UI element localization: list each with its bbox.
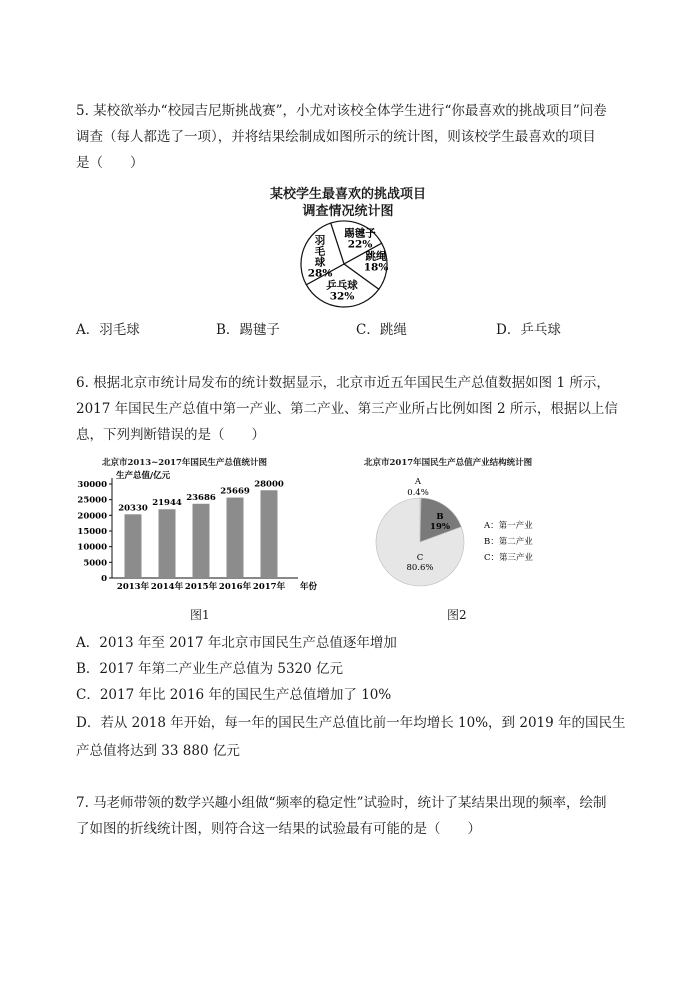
pie5-label-3-1: 毛 [314, 245, 326, 258]
q5-line1: 5. 某校欲举办“校园吉尼斯挑战赛”，小尤对该校全体学生进行“你最喜欢的挑战项目”问卷 [76, 103, 607, 119]
bar1-value-label-3: 25669 [220, 486, 250, 497]
pie5-label-3-2: 球 [314, 256, 326, 269]
bar1-bar-4 [261, 490, 278, 578]
q5-option-c[interactable]: C．跳绳 [356, 322, 407, 338]
q6-option-a[interactable]: A．2013 年至 2017 年北京市国民生产总值逐年增加 [76, 635, 397, 651]
q6-option-d-cont: 产总值将达到 33 880 亿元 [76, 743, 240, 759]
bar1-bar-3 [227, 498, 244, 578]
bar1-value-label-0: 20330 [118, 503, 148, 514]
bar1-category-label-4: 2017年 [252, 582, 286, 592]
bar1-ytick-label-2: 10000 [77, 542, 107, 553]
q6-option-b[interactable]: B．2017 年第二产业生产总值为 5320 亿元 [76, 661, 344, 677]
bar1-category-label-2: 2015年 [184, 582, 218, 592]
q5-chart-title [230, 186, 466, 220]
q5-option-b[interactable]: B．踢毽子 [216, 322, 280, 338]
bar1-category-label-1: 2014年 [150, 582, 184, 592]
q6-line2: 2017 年国民生产总值中第一产业、第二产业、第三产业所占比例如图 2 所示，根据以上信 [76, 401, 618, 417]
q6-option-c[interactable]: C．2017 年比 2016 年的国民生产总值增加了 10% [76, 687, 392, 703]
fig1-caption: 图1 [190, 608, 210, 622]
q5-chart-title-line2: 调查情况统计图 [302, 204, 394, 219]
fig2-title: 北京市2017年国民生产总值产业结构统计图 [364, 458, 533, 468]
pie2-legend-item-1: B：第二产业 [484, 537, 533, 547]
fig2-pie-chart [360, 474, 560, 598]
q5-chart-title-line1: 某校学生最喜欢的挑战项目 [269, 187, 426, 202]
q6-line3: 息，下列判断错误的是（ ） [76, 427, 265, 443]
bar1-category-label-0: 2013年 [116, 582, 150, 592]
pie2-label-c: C [416, 553, 424, 563]
fig1-bar-chart [72, 466, 352, 596]
fig1-title: 北京市2013~2017年国民生产总值统计图 [102, 458, 267, 468]
bar1-ytick-label-6: 30000 [77, 480, 107, 490]
pie5-label-1-0: 跳绳 [365, 250, 387, 263]
pie5-label-0-1: 22% [347, 238, 373, 251]
pie2-legend-item-0: A：第一产业 [484, 521, 533, 531]
q6-line1: 6. 根据北京市统计局发布的统计数据显示，北京市近五年国民生产总值数据如图 1 所示， [76, 375, 610, 391]
pie2-label-a: A [414, 477, 422, 487]
q5-line2: 调查（每人都选了一项），并将结果绘制成如图所示的统计图，则该校学生最喜欢的项目 [76, 129, 596, 145]
q5-line3: 是（ ） [76, 155, 144, 171]
bar1-ylabel: 生产总值/亿元 [116, 471, 171, 481]
pie5-label-1-1: 18% [363, 261, 389, 274]
pie2-legend [483, 520, 534, 563]
q5-option-d[interactable]: D．乒乓球 [496, 322, 561, 338]
pie5-label-3-0: 羽 [314, 234, 326, 247]
bar1-ytick-label-5: 25000 [77, 495, 107, 506]
pie5-label-2-0: 乒乓球 [326, 279, 358, 292]
bar1-marks [77, 470, 317, 592]
bar1-value-label-4: 28000 [254, 479, 284, 490]
bar1-value-label-1: 21944 [152, 498, 182, 509]
q5-pie-chart [290, 216, 400, 312]
bar1-ytick-label-1: 5000 [83, 558, 107, 569]
pie5-label-3-3: 28% [307, 267, 333, 280]
pie2-value-b: 19% [430, 522, 450, 532]
q5-option-a[interactable]: A．羽毛球 [76, 322, 140, 338]
bar1-value-label-2: 23686 [186, 492, 216, 503]
pie2-legend-item-2: C：第三产业 [484, 553, 534, 563]
bar1-ytick-label-0: 0 [101, 574, 107, 584]
bar1-bar-2 [193, 504, 210, 578]
pie2-value-a: 0.4% [407, 488, 429, 498]
q7-line2: 了如图的折线统计图，则符合这一结果的试验最有可能的是（ ） [76, 821, 481, 837]
pie5-label-0-0: 踢毽子 [344, 227, 376, 240]
pie2-label-b: B [436, 512, 444, 522]
bar1-category-label-3: 2016年 [218, 582, 252, 592]
q6-option-d[interactable]: D．若从 2018 年开始，每一年的国民生产总值比前一年均增长 10%，到 2019 年的国民生 [76, 715, 626, 731]
pie5-label-2-1: 32% [329, 290, 355, 303]
bar1-bar-1 [159, 509, 176, 578]
bar1-xlabel: 年份 [300, 582, 318, 592]
bar1-ytick-label-4: 20000 [77, 511, 107, 522]
bar1-ytick-label-3: 15000 [77, 527, 107, 537]
pie2-value-c: 80.6% [406, 563, 434, 573]
fig2-caption: 图2 [447, 608, 467, 622]
bar1-bar-0 [125, 514, 142, 578]
q7-line1: 7. 马老师带领的数学兴趣小组做“频率的稳定性”试验时，统计了某结果出现的频率，绘制 [76, 795, 607, 811]
